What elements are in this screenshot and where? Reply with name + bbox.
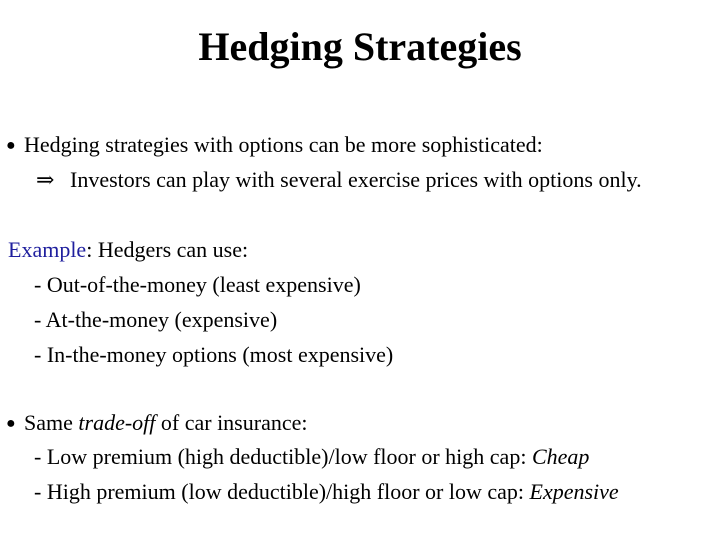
- insurance-item-1-em: Cheap: [531, 444, 590, 469]
- example-item-2: - At-the-money (expensive): [34, 307, 278, 332]
- example-item-1: - Out-of-the-money (least expensive): [34, 272, 361, 297]
- slide-title: Hedging Strategies: [198, 24, 522, 69]
- implies-line: [36, 166, 642, 194]
- bullet2-emphasis: trade-off: [78, 410, 156, 435]
- bullet-icon: ●: [6, 415, 16, 432]
- example-label: Example: [8, 237, 87, 262]
- insurance-item-2-text: - High premium (low deductible)/high floor or low cap:: [34, 479, 530, 504]
- insurance-item-2: [34, 478, 619, 506]
- bullet-line-1: [6, 131, 543, 160]
- example-intro: Hedgers can use:: [92, 237, 249, 262]
- implies-text: Investors can play with several exercise prices with options only.: [70, 167, 642, 192]
- example-item-3: - In-the-money options (most expensive): [34, 342, 394, 367]
- insurance-item-1-text: - Low premium (high deductible)/low floor or high cap:: [34, 444, 532, 469]
- insurance-item-1: [34, 443, 589, 471]
- implies-arrow-icon: ⇒: [36, 167, 55, 192]
- insurance-item-2-em: Expensive: [529, 479, 619, 504]
- bullet-text-1: Hedging strategies with options can be more sophisticated:: [24, 132, 543, 157]
- example-colon: :: [86, 237, 93, 262]
- example-heading: [8, 236, 248, 264]
- bullet-icon: ●: [6, 137, 16, 154]
- bullet-line-2: [6, 409, 307, 438]
- bullet2-suffix: of car insurance:: [155, 410, 308, 435]
- bullet2-prefix: Same: [24, 410, 79, 435]
